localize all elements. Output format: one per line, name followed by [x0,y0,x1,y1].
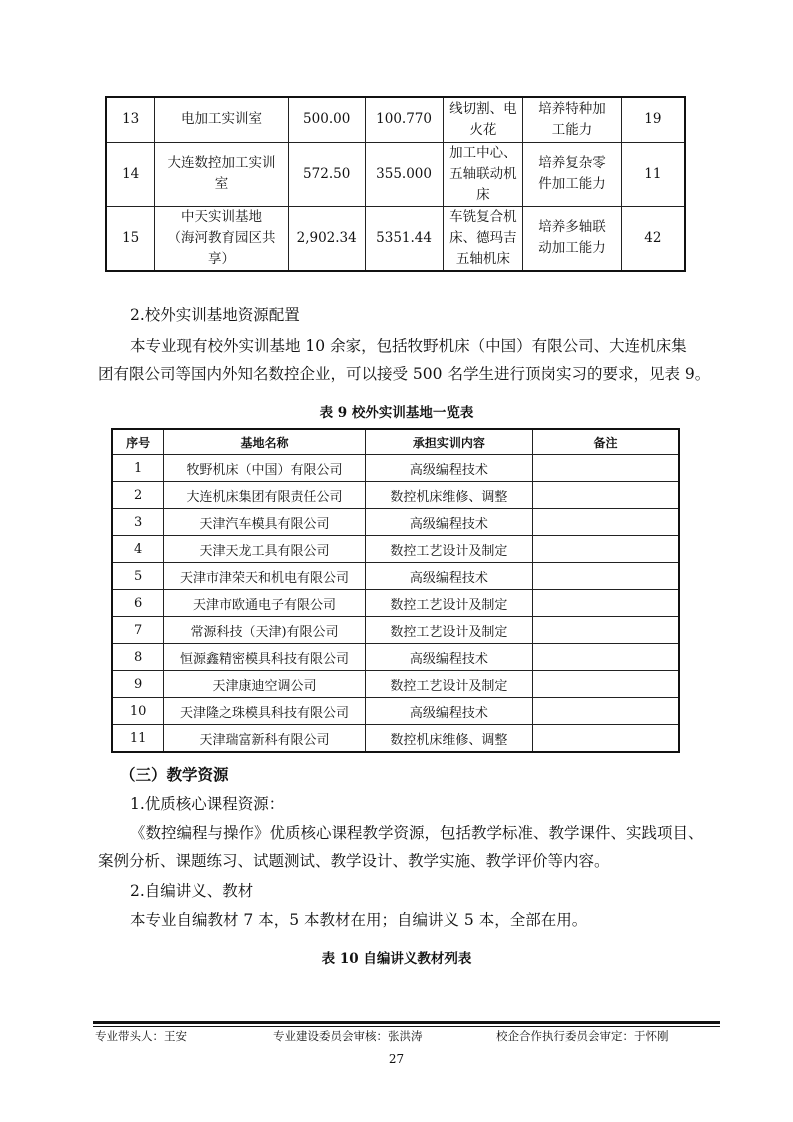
table-row [106,206,685,271]
note-cell [533,725,679,753]
training-room-table [105,96,686,272]
training-content-cell: 数控工艺设计及制定 [365,671,532,698]
note-cell [533,590,679,617]
table-row [112,455,679,482]
table-row [106,97,685,142]
training-ability-cell: 培养复杂零 件加工能力 [523,142,622,206]
note-cell [533,482,679,509]
subheading-core-course: 1.优质核心课程资源： [130,795,285,813]
main-equipment-cell: 线切割、电 火花 [443,97,523,142]
base-name-cell: 大连机床集团有限责任公司 [164,482,365,509]
room-area-cell: 572.50 [288,142,365,206]
training-content-cell: 高级编程技术 [365,644,532,671]
table-row [112,590,679,617]
note-cell [533,509,679,536]
room-name-cell: 中天实训基地 （海河教育园区共 享） [155,206,288,271]
table9-body [112,455,679,753]
base-name-cell: 天津市欧通电子有限公司 [164,590,365,617]
section-heading-teaching-resources: （三）教学资源 [120,765,229,784]
base-name-cell: 常源科技（天津)有限公司 [164,617,365,644]
note-cell [533,536,679,563]
row-number-cell: 7 [112,617,164,644]
room-name-cell: 电加工实训室 [155,97,288,142]
subheading-textbooks: 2.自编讲义、教材 [130,882,254,900]
row-number-cell: 10 [112,698,164,725]
footer-committee: 专业建设委员会审核：张洪涛 [273,1029,423,1043]
paragraph-core-course-line2: 案例分析、课题练习、试题测试、教学设计、教学实施、教学评价等内容。 [98,852,610,870]
row-number-cell: 8 [112,644,164,671]
training-ability-cell: 培养特种加 工能力 [523,97,622,142]
footer-leader: 专业带头人：王安 [95,1029,187,1043]
table9-header-name: 基地名称 [164,429,365,455]
main-equipment-cell: 加工中心、 五轴联动机 床 [443,142,523,206]
offcampus-base-table [111,428,680,753]
base-name-cell: 天津市津荣天和机电有限公司 [164,563,365,590]
table-row [112,536,679,563]
table-row [112,725,679,753]
station-count-cell: 42 [621,206,685,271]
main-equipment-cell: 车铣复合机 床、德玛吉 五轴机床 [443,206,523,271]
station-count-cell: 11 [621,142,685,206]
table-row [112,563,679,590]
row-number-cell: 1 [112,455,164,482]
row-number-cell: 13 [106,97,155,142]
training-content-cell: 高级编程技术 [365,698,532,725]
training-content-cell: 高级编程技术 [365,563,532,590]
paragraph-offcampus-line1: 本专业现有校外实训基地 10 余家，包括牧野机床（中国）有限公司、大连机床集 [130,337,687,355]
table10-caption: 表 10 自编讲义教材列表 [321,951,472,967]
training-content-cell: 数控工艺设计及制定 [365,536,532,563]
table9-header-row [112,429,679,455]
training-content-cell: 高级编程技术 [365,509,532,536]
row-number-cell: 2 [112,482,164,509]
table-row [112,617,679,644]
training-content-cell: 数控工艺设计及制定 [365,590,532,617]
training-content-cell: 数控工艺设计及制定 [365,617,532,644]
table-row [106,142,685,206]
row-number-cell: 11 [112,725,164,753]
table9-header-note: 备注 [533,429,679,455]
row-number-cell: 9 [112,671,164,698]
table9-header-no: 序号 [112,429,164,455]
training-ability-cell: 培养多轴联 动加工能力 [523,206,622,271]
table9-header-content: 承担实训内容 [365,429,532,455]
base-name-cell: 天津瑞富新科有限公司 [164,725,365,753]
section-heading-offcampus: 2.校外实训基地资源配置 [130,306,300,324]
table-row [112,509,679,536]
room-area-cell: 2,902.34 [288,206,365,271]
room-area-cell: 500.00 [288,97,365,142]
row-number-cell: 5 [112,563,164,590]
station-count-cell: 19 [621,97,685,142]
equipment-value-cell: 355.000 [365,142,443,206]
table-row [112,698,679,725]
training-content-cell: 数控机床维修、调整 [365,482,532,509]
equipment-value-cell: 100.770 [365,97,443,142]
footer-rule-thick [93,1021,720,1024]
page-number: 27 [388,1052,405,1066]
note-cell [533,698,679,725]
base-name-cell: 天津天龙工具有限公司 [164,536,365,563]
row-number-cell: 14 [106,142,155,206]
note-cell [533,617,679,644]
note-cell [533,455,679,482]
base-name-cell: 牧野机床（中国）有限公司 [164,455,365,482]
training-content-cell: 高级编程技术 [365,455,532,482]
table9-caption: 表 9 校外实训基地一览表 [319,405,474,421]
row-number-cell: 4 [112,536,164,563]
paragraph-offcampus-line2: 团有限公司等国内外知名数控企业，可以接受 500 名学生进行顶岗实习的要求，见表 9。 [98,365,711,383]
table-row [112,671,679,698]
base-name-cell: 天津汽车模具有限公司 [164,509,365,536]
room-name-cell: 大连数控加工实训 室 [155,142,288,206]
table-row [112,644,679,671]
paragraph-textbooks: 本专业自编教材 7 本，5 本教材在用；自编讲义 5 本，全部在用。 [130,911,588,929]
training-content-cell: 数控机床维修、调整 [365,725,532,753]
footer-exec: 校企合作执行委员会审定：于怀刚 [496,1029,669,1043]
note-cell [533,671,679,698]
note-cell [533,563,679,590]
footer-rule-thin [93,1026,720,1027]
equipment-value-cell: 5351.44 [365,206,443,271]
base-name-cell: 恒源鑫精密模具科技有限公司 [164,644,365,671]
paragraph-core-course-line1: 《数控编程与操作》优质核心课程教学资源，包括教学标准、教学课件、实践项目、 [130,824,704,842]
row-number-cell: 15 [106,206,155,271]
table-row [112,482,679,509]
training-room-table-body [106,97,685,271]
base-name-cell: 天津隆之珠模具科技有限公司 [164,698,365,725]
base-name-cell: 天津康迪空调公司 [164,671,365,698]
note-cell [533,644,679,671]
row-number-cell: 3 [112,509,164,536]
row-number-cell: 6 [112,590,164,617]
